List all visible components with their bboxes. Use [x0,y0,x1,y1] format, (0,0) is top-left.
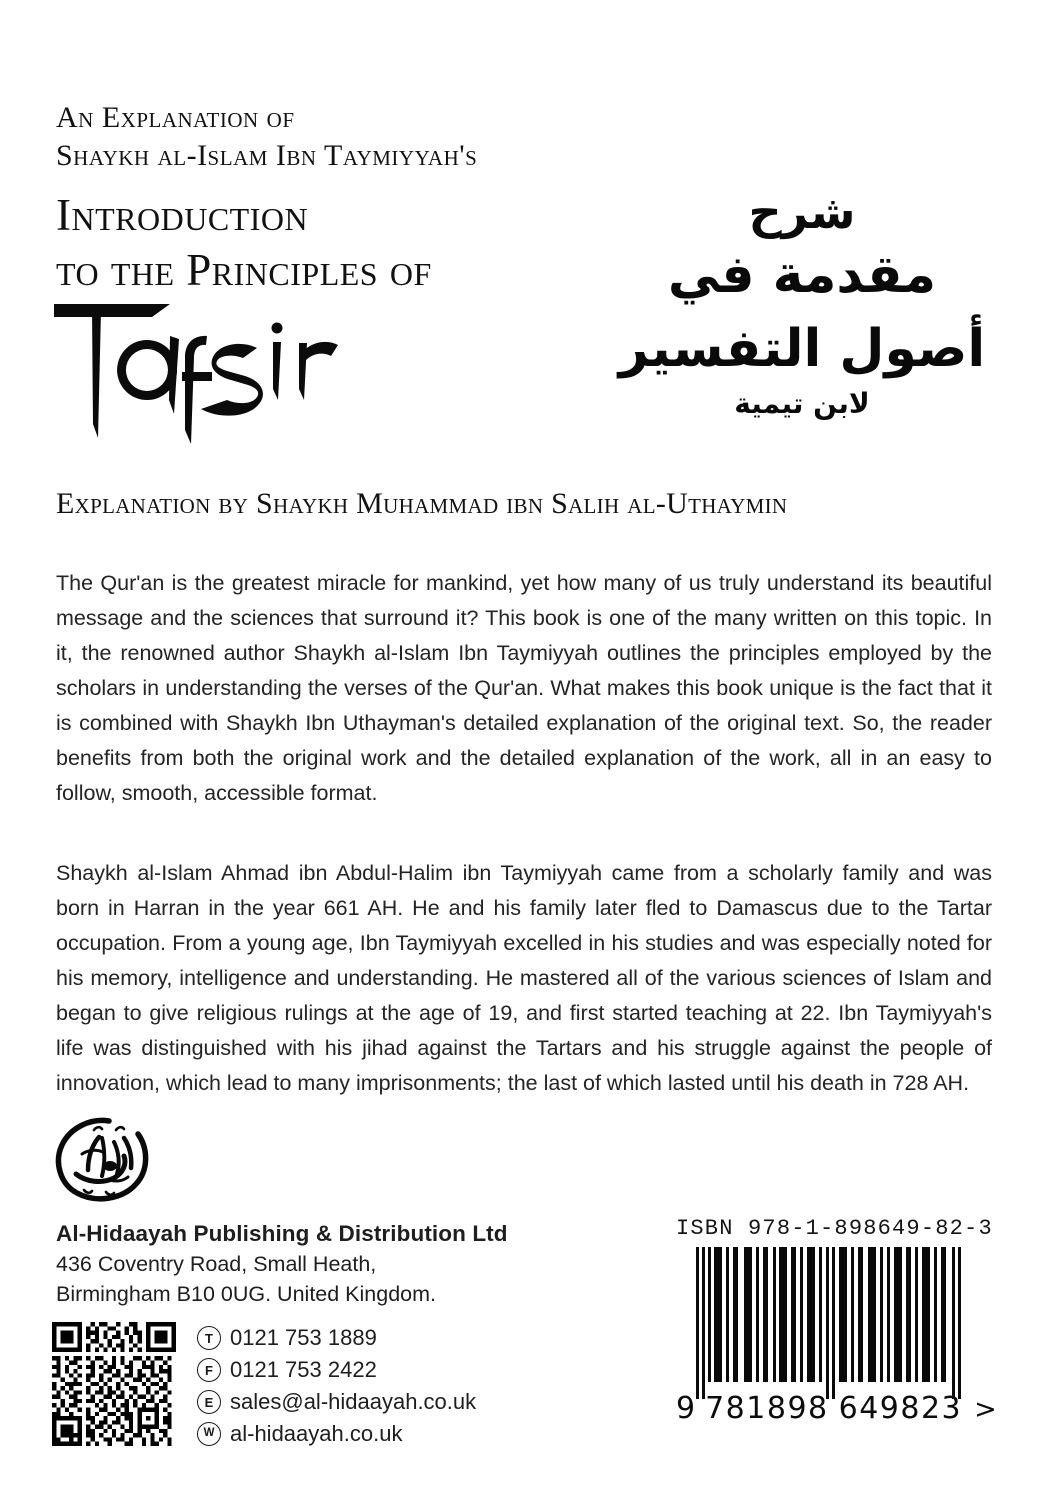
barcode-left-group: 781898 [705,1391,829,1426]
contact-details-list [197,1322,476,1450]
telephone-value: 0121 753 1889 [230,1325,377,1350]
title-block [56,100,656,446]
ean13-barcode [676,1247,997,1432]
pretitle-line-2: Shaykh al-Islam Ibn Taymiyyah's [56,139,478,172]
circled-letter-w-icon: W [197,1422,221,1446]
blurb-paragraph-2-wrapper [56,856,992,1101]
publisher-address-block [56,1218,508,1309]
explanation-byline: Explanation by Shaykh Muhammad ibn Salih al-Uthaymin [56,487,788,520]
barcode-lead-digit: 9 [676,1391,696,1426]
circled-letter-f-icon: F [197,1358,221,1382]
barcode-human-readable-digits [676,1391,997,1426]
email-value: sales@al-hidaayah.co.uk [230,1389,477,1414]
arabic-sharh-line: شرح [748,185,856,239]
main-title-line-1: Introduction [56,190,309,240]
isbn-number: ISBN 978-1-898649-82-3 [676,1216,993,1241]
blurb-paragraph-2: Shaykh al-Islam Ahmad ibn Abdul-Halim ibn Taymiyyah came from a scholarly family and was born in Harran in the year 661 AH. He and his family later fled to Damascus due to the Tartar occupation. From a young age, Ibn Taymiyyah excelled in his studies and was especially noted for his memory, intelligence and understanding. He mastered all of the various sciences of Islam and began to give religious rulings at the age of 19, and first started teaching at 22. Ibn Taymiyyah's life was distinguished with his jihad against the Tartars and his struggle against the people of innovation, which lead to many imprisonments; the last of which lasted until his death in 728 AH. [56,861,992,1095]
barcode-right-group: 649823 [838,1391,963,1426]
barcode-trailing-symbol: > [974,1394,997,1425]
blurb-paragraph-1: The Qur'an is the greatest miracle for mankind, yet how many of us truly understand its beautiful message and the sciences that surround it? This book is one of the many written on this topic. In it, the renowned author Shaykh al-Islam Ibn Taymiyyah outlines the principles employed by the scholars in understanding the verses of the Qur'an. What makes this book unique is the fact that it is combined with Shaykh Ibn Uthayman's detailed explanation of the original text. So, the reader benefits from both the original work and the detailed explanation of the work, all in an easy to follow, smooth, accessible format. [56,571,992,805]
publisher-address-line-2: Birmingham B10 0UG. United Kingdom. [56,1282,437,1306]
pretitle-line-1: An Explanation of [56,101,295,134]
publisher-name: Al-Hidaayah Publishing & Distribution Ltd [56,1221,508,1246]
contact-row-email[interactable] [197,1386,476,1418]
circled-letter-e-icon: E [197,1390,221,1414]
website-value: al-hidaayah.co.uk [230,1421,403,1446]
isbn-barcode-block [676,1216,997,1432]
arabic-author-line: لابن تيمية [734,387,870,420]
blurb-paragraph-1-wrapper [56,566,992,811]
arabic-title-calligraphy [617,186,987,422]
circled-letter-t-icon: T [197,1326,221,1350]
al-hidaayah-logo-icon [54,1108,158,1212]
tafsir-display-wordmark [52,296,656,446]
contact-row-fax[interactable] [197,1354,476,1386]
arabic-main-title-line: مقدمة في أصول التفسير [618,245,986,379]
fax-value: 0121 753 2422 [230,1357,377,1382]
contact-row-website[interactable] [197,1418,476,1450]
contact-row-telephone[interactable] [197,1322,476,1354]
main-title-line-2: to the Principles of [56,245,432,295]
publisher-address-line-1: 436 Coventry Road, Small Heath, [56,1252,377,1276]
qr-code-icon[interactable] [52,1322,176,1446]
